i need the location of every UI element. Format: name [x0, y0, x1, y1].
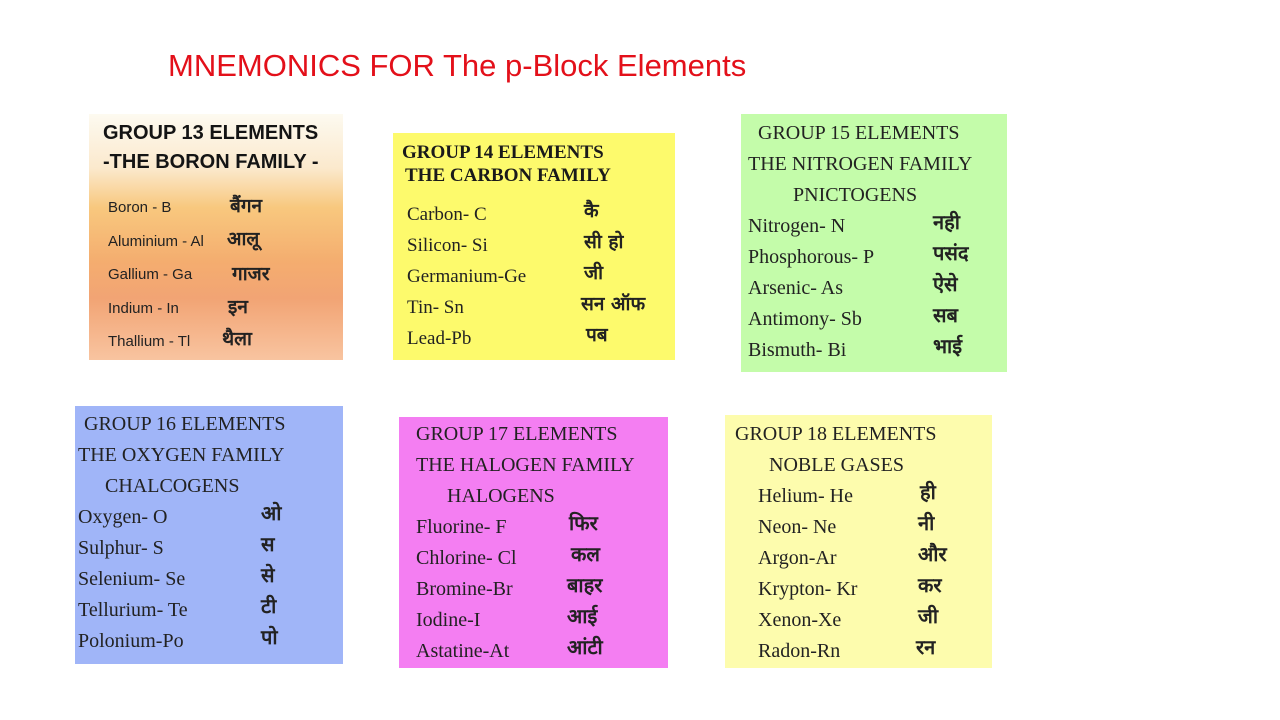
group-heading: GROUP 17 ELEMENTS: [416, 423, 618, 445]
hindi-mnemonic: से: [261, 563, 275, 587]
group-18-card: [725, 415, 992, 668]
hindi-mnemonic: और: [918, 542, 947, 566]
element-name: Krypton- Kr: [758, 578, 858, 600]
hindi-mnemonic: नही: [933, 210, 960, 234]
group-subheading: THE OXYGEN FAMILY: [78, 444, 285, 466]
element-name: Fluorine- F: [416, 516, 507, 538]
element-name: Boron - B: [108, 199, 172, 216]
hindi-mnemonic: बाहर: [567, 573, 603, 597]
hindi-mnemonic: ओ: [261, 501, 282, 525]
hindi-mnemonic: सब: [933, 303, 958, 327]
hindi-mnemonic: गाजर: [232, 263, 270, 285]
group-16-card: [75, 406, 343, 664]
element-name: Bromine-Br: [416, 578, 513, 600]
hindi-mnemonic: ऐसे: [933, 272, 958, 296]
element-name: Carbon- C: [407, 204, 487, 225]
group-heading: GROUP 15 ELEMENTS: [758, 122, 960, 144]
element-name: Indium - In: [108, 300, 179, 317]
group-15-card: [741, 114, 1007, 372]
hindi-mnemonic: कल: [571, 542, 600, 566]
group-subheading: -THE BORON FAMILY -: [103, 151, 319, 173]
hindi-mnemonic: सी हो: [584, 231, 624, 253]
group-subheading: NOBLE GASES: [769, 454, 905, 476]
hindi-mnemonic: आई: [567, 604, 598, 628]
element-name: Chlorine- Cl: [416, 547, 517, 569]
hindi-mnemonic: रन: [916, 635, 936, 659]
group-14-card: [393, 133, 675, 360]
hindi-mnemonic: इन: [228, 296, 248, 318]
group-heading: GROUP 16 ELEMENTS: [84, 413, 286, 435]
element-name: Iodine-I: [416, 609, 481, 631]
element-name: Xenon-Xe: [758, 609, 842, 631]
element-name: Astatine-At: [416, 640, 510, 662]
hindi-mnemonic: नी: [918, 511, 935, 535]
element-name: Silicon- Si: [407, 235, 488, 256]
hindi-mnemonic: थैला: [222, 328, 252, 350]
element-name: Argon-Ar: [758, 547, 837, 569]
hindi-mnemonic: आंटी: [567, 635, 603, 659]
element-name: Germanium-Ge: [407, 266, 527, 287]
element-name: Sulphur- S: [78, 537, 164, 559]
hindi-mnemonic: कै: [584, 200, 599, 222]
group-17-card: [399, 417, 668, 668]
group-subheading: THE NITROGEN FAMILY: [748, 153, 973, 175]
element-name: Polonium-Po: [78, 630, 184, 652]
element-name: Tellurium- Te: [78, 599, 188, 621]
hindi-mnemonic: कर: [918, 573, 942, 597]
group-subheading: THE HALOGEN FAMILY: [416, 454, 635, 476]
element-name: Lead-Pb: [407, 328, 472, 349]
hindi-mnemonic: फिर: [569, 511, 598, 535]
group-subheading: HALOGENS: [447, 485, 555, 507]
group-heading: GROUP 14 ELEMENTS: [402, 142, 604, 163]
hindi-mnemonic: ही: [920, 480, 936, 504]
element-name: Gallium - Ga: [108, 266, 193, 283]
hindi-mnemonic: सन ऑफ: [581, 293, 646, 315]
hindi-mnemonic: स: [261, 532, 275, 556]
element-name: Nitrogen- N: [748, 215, 846, 237]
hindi-mnemonic: जी: [584, 262, 604, 284]
hindi-mnemonic: बैंगन: [230, 195, 263, 217]
hindi-mnemonic: टी: [261, 594, 277, 618]
element-name: Selenium- Se: [78, 568, 186, 590]
element-name: Bismuth- Bi: [748, 339, 847, 361]
group-13-card: [89, 114, 343, 360]
element-name: Tin- Sn: [407, 297, 464, 318]
hindi-mnemonic: पब: [586, 324, 608, 346]
element-name: Radon-Rn: [758, 640, 841, 662]
element-name: Helium- He: [758, 485, 853, 507]
group-heading: GROUP 13 ELEMENTS: [103, 122, 319, 144]
group-heading: GROUP 18 ELEMENTS: [735, 423, 937, 445]
group-subheading: THE CARBON FAMILY: [405, 165, 611, 186]
hindi-mnemonic: आलू: [227, 228, 260, 250]
group-subheading: PNICTOGENS: [793, 184, 918, 206]
element-name: Neon- Ne: [758, 516, 837, 538]
element-name: Oxygen- O: [78, 506, 168, 528]
element-name: Aluminium - Al: [108, 233, 204, 250]
element-name: Thallium - Tl: [108, 333, 191, 350]
group-subheading: CHALCOGENS: [105, 475, 240, 497]
page-title: MNEMONICS FOR The p-Block Elements: [168, 48, 747, 83]
element-name: Arsenic- As: [748, 277, 843, 299]
hindi-mnemonic: भाई: [933, 334, 963, 358]
hindi-mnemonic: जी: [918, 604, 939, 628]
hindi-mnemonic: पो: [261, 625, 278, 649]
hindi-mnemonic: पसंद: [933, 241, 969, 265]
element-name: Phosphorous- P: [748, 246, 875, 268]
element-name: Antimony- Sb: [748, 308, 862, 330]
